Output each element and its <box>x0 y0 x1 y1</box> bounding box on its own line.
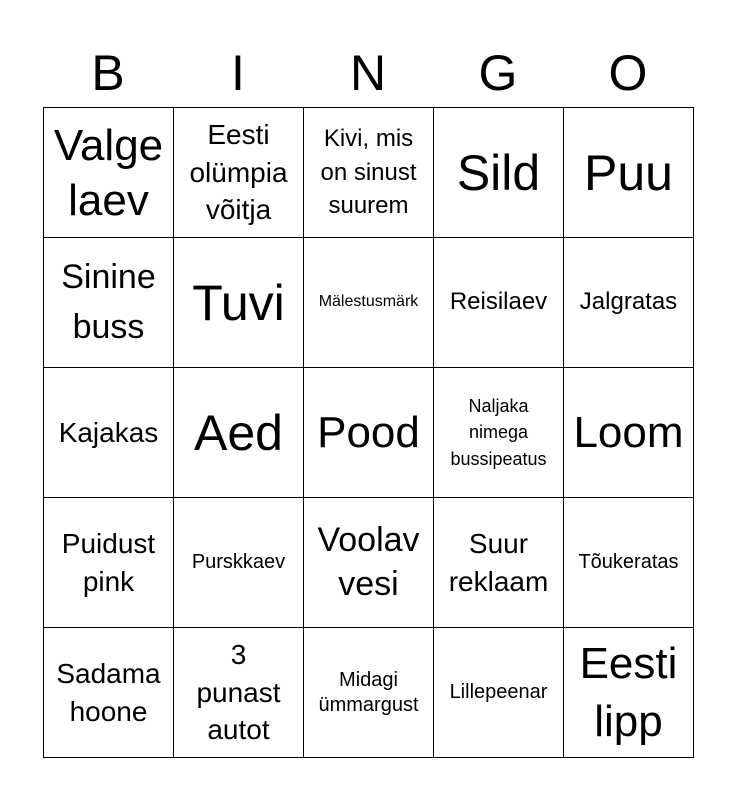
cell-label: Kajakas <box>58 416 159 448</box>
bingo-cell[interactable] <box>434 498 564 628</box>
cell-label: Purskkaev <box>191 551 286 573</box>
cell-label: Mälestusmärk <box>318 293 419 311</box>
bingo-cell[interactable] <box>44 368 174 498</box>
cell-label: Loom <box>573 408 684 457</box>
bingo-cell[interactable] <box>434 628 564 758</box>
cell-label: Kivi, mis on sinust suurem <box>320 125 417 220</box>
cell-label: Valge laev <box>53 120 164 225</box>
cell-label: Eesti olümpia võitja <box>189 118 288 226</box>
bingo-cell[interactable] <box>174 498 304 628</box>
bingo-cell[interactable] <box>304 108 434 238</box>
bingo-cell[interactable] <box>564 368 694 498</box>
header-letter-i: I <box>231 45 245 101</box>
cell-label: Puidust pink <box>61 527 156 597</box>
cell-label: 3 punast autot <box>196 638 281 746</box>
header-letter-o: O <box>608 45 648 101</box>
cell-label: Voolav vesi <box>317 520 420 603</box>
bingo-cell[interactable] <box>564 628 694 758</box>
cell-label: Pood <box>317 408 420 457</box>
bingo-cell[interactable] <box>304 238 434 368</box>
cell-label: Naljaka nimega bussipeatus <box>450 396 547 469</box>
bingo-cell[interactable] <box>44 238 174 368</box>
cell-label: Midagi ümmargust <box>318 668 419 716</box>
cell-label: Puu <box>584 144 673 201</box>
bingo-cell[interactable] <box>174 238 304 368</box>
bingo-cell[interactable] <box>304 498 434 628</box>
bingo-cell[interactable] <box>564 498 694 628</box>
cell-label: Sadama hoone <box>56 657 161 727</box>
cell-label: Sinine buss <box>61 258 156 346</box>
bingo-cell[interactable] <box>174 108 304 238</box>
cell-label: Lillepeenar <box>449 681 548 703</box>
bingo-header <box>43 40 693 106</box>
header-letter-g: G <box>478 45 518 101</box>
cell-label: Eesti lipp <box>579 639 678 746</box>
cell-label: Suur reklaam <box>448 527 549 597</box>
bingo-cell[interactable] <box>434 238 564 368</box>
bingo-cell[interactable] <box>44 628 174 758</box>
bingo-grid <box>43 107 694 758</box>
bingo-cell[interactable] <box>44 498 174 628</box>
bingo-cell[interactable] <box>304 628 434 758</box>
bingo-cell[interactable] <box>304 368 434 498</box>
header-letter-b: B <box>91 45 125 101</box>
cell-label: Aed <box>194 404 283 461</box>
cell-label: Sild <box>456 144 541 201</box>
bingo-cell[interactable] <box>174 368 304 498</box>
bingo-cell[interactable] <box>564 238 694 368</box>
cell-label: Jalgratas <box>579 288 678 316</box>
cell-label: Reisilaev <box>449 288 548 316</box>
bingo-cell[interactable] <box>434 368 564 498</box>
bingo-cell[interactable] <box>564 108 694 238</box>
bingo-cell[interactable] <box>44 108 174 238</box>
header-letter-n: N <box>349 45 387 101</box>
bingo-cell[interactable] <box>434 108 564 238</box>
bingo-cell[interactable] <box>174 628 304 758</box>
cell-label: Tuvi <box>192 274 285 331</box>
cell-label: Tõukeratas <box>578 551 679 573</box>
